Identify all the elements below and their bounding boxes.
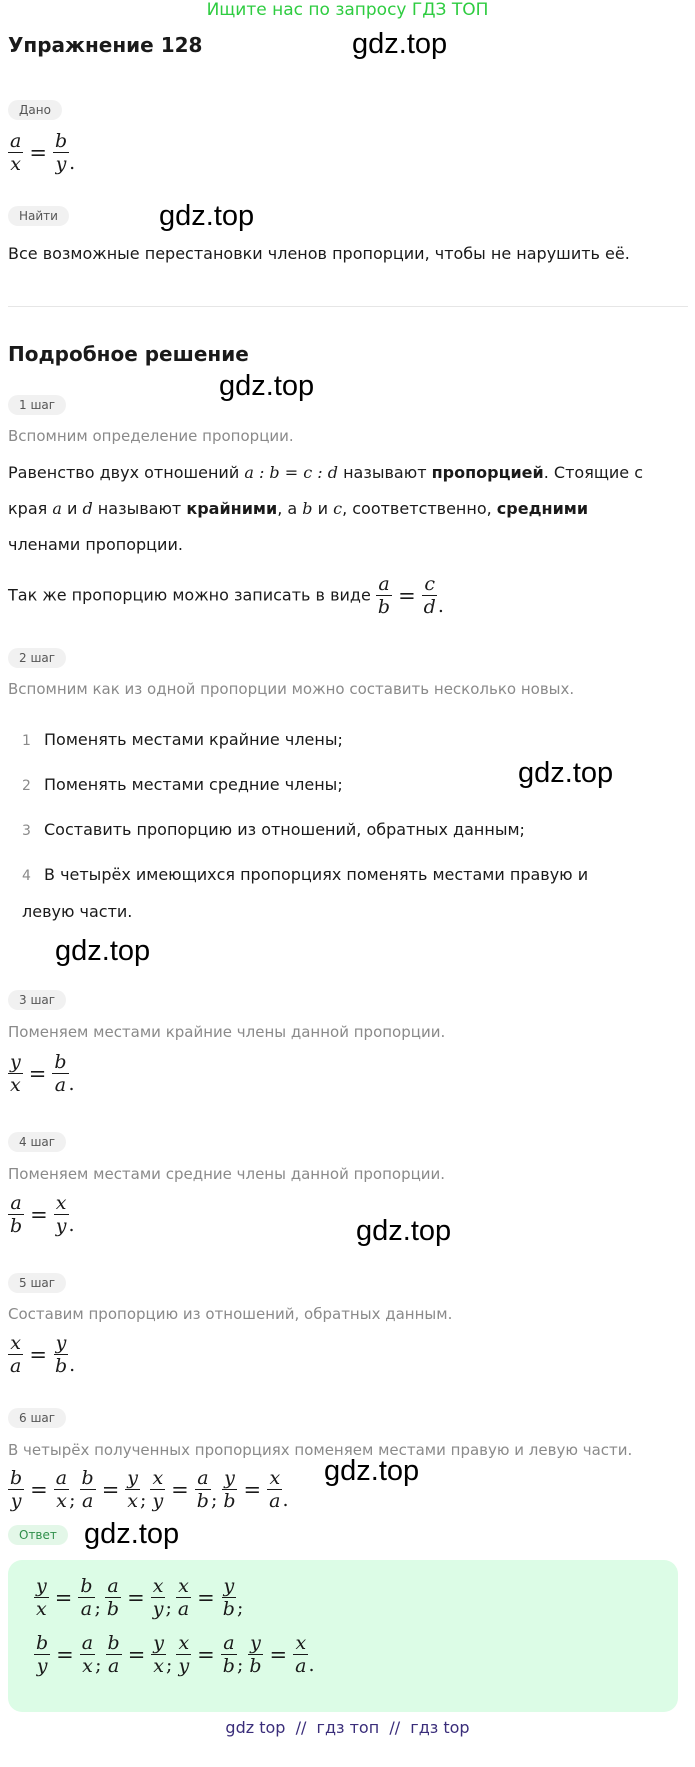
watermark: gdz.top [356, 1215, 452, 1247]
step2-hint: Вспомним как из одной пропорции можно составить несколько новых. [8, 680, 575, 698]
step4-chip: 4 шаг [8, 1132, 66, 1152]
step5-hint: Составим пропорцию из отношений, обратных данным. [8, 1305, 453, 1323]
footer-links[interactable]: gdz top // гдз топ // гдз top [225, 1718, 470, 1737]
step1-chip: 1 шаг [8, 395, 66, 415]
answer-chip: Ответ [8, 1525, 68, 1545]
step5-formula: $\frac{x}{a}$ = $\frac{y}{b}$ . [10, 1332, 76, 1377]
step1-hint: Вспомним определение пропорции. [8, 427, 294, 445]
step6-hint: В четырёх полученных пропорциях поменяем местами правую и левую части. [8, 1441, 633, 1459]
list-item: 1 Поменять местами крайние члены; [22, 730, 343, 749]
step1-alt-form: Так же пропорцию можно записать в виде $\frac{a}{b}$ = $\frac{c}{d}$ . [8, 573, 444, 618]
solution-title: Подробное решение [8, 342, 249, 366]
step3-formula: $\frac{y}{x}$ = $\frac{b}{a}$ . [10, 1051, 75, 1096]
step6-chip: 6 шаг [8, 1408, 66, 1428]
divider [8, 306, 688, 307]
watermark: gdz.top [352, 28, 448, 60]
top-banner[interactable]: Ищите нас по запросу ГДЗ ТОП [206, 0, 489, 20]
step4-formula: $\frac{a}{b}$ = $\frac{x}{y}$ . [10, 1192, 75, 1237]
watermark: gdz.top [324, 1455, 420, 1487]
watermark: gdz.top [55, 935, 151, 967]
step4-hint: Поменяем местами средние члены данной пропорции. [8, 1165, 446, 1183]
page-title: Упражнение 128 [8, 33, 203, 57]
step6-formulas: $\frac{b}{y}$ = $\frac{a}{x}$ ; $\frac{b}{a}$ = $\frac{y}{x}$ ; $\frac{x}{y}$ = $\frac{a}{b}$ ; $\frac{y}{b}$ = $\frac{x}{a}$ . [10, 1467, 289, 1512]
step1-paragraph: Равенство двух отношений a : b = c : d называют пропорцией. Стоящие с края a и d называют крайними, а b и c, соответственно, средними членами пропорции. [8, 463, 644, 554]
step5-chip: 5 шаг [8, 1273, 66, 1293]
watermark: gdz.top [159, 200, 255, 232]
step3-chip: 3 шаг [8, 990, 66, 1010]
find-text: Все возможные перестановки членов пропорции, чтобы не нарушить её. [8, 244, 630, 263]
given-chip: Дано [8, 100, 62, 120]
list-item: 2 Поменять местами средние члены; [22, 775, 343, 794]
step3-hint: Поменяем местами крайние члены данной пропорции. [8, 1023, 446, 1041]
list-item: 3 Составить пропорцию из отношений, обратных данным; [22, 820, 525, 839]
watermark: gdz.top [518, 757, 614, 789]
list-item: 4 В четырёх имеющихся пропорциях поменять местами правую и левую части. [22, 865, 589, 921]
find-chip: Найти [8, 206, 69, 226]
watermark: gdz.top [219, 370, 315, 402]
given-formula: $\frac{a}{x}$ = $\frac{b}{y}$ . [10, 130, 76, 175]
answer-row-2: $\frac{b}{y}$ = $\frac{a}{x}$ ; $\frac{b}{a}$ = $\frac{y}{x}$ ; $\frac{x}{y}$ = $\frac{a}{b}$ ; $\frac{y}{b}$ = $\frac{x}{a}$ . [36, 1632, 315, 1677]
step2-chip: 2 шаг [8, 648, 66, 668]
watermark: gdz.top [84, 1518, 180, 1550]
answer-row-1: $\frac{y}{x}$ = $\frac{b}{a}$ ; $\frac{a}{b}$ = $\frac{x}{y}$ ; $\frac{x}{a}$ = $\frac{y}{b}$ ; [36, 1575, 244, 1620]
